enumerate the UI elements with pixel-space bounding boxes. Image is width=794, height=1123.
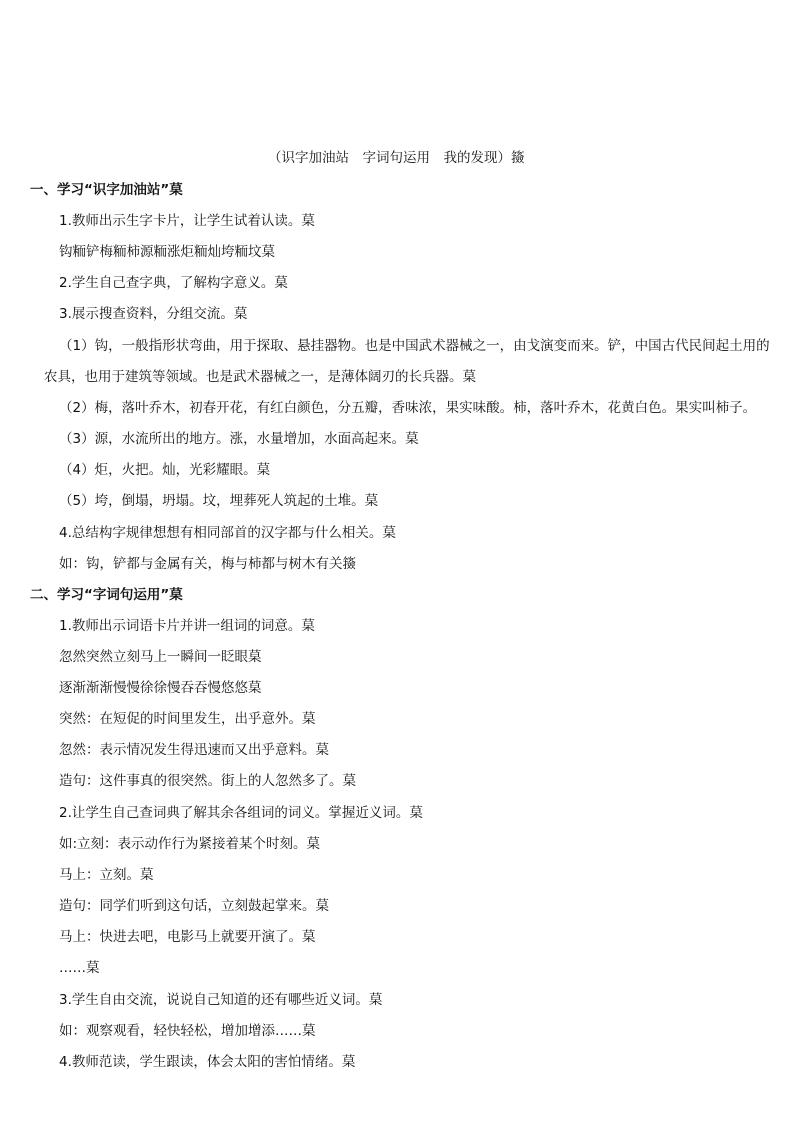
s2-line-7: 2.让学生自己查词典了解其余各组词的词义。掌握近义词。菒 — [59, 805, 423, 821]
s1-line-4: 3.展示搜查资料，分组交流。菒 — [59, 306, 248, 322]
s2-line-5: 忽然：表示情况发生得迅速而又出乎意料。菒 — [59, 742, 329, 758]
s2-line-10: 造句：同学们听到这句话，立刻鼓起掌来。菒 — [59, 898, 329, 914]
s2-line-2: 忽然突然立刻马上一瞬间一眨眼菒 — [59, 649, 262, 665]
section1-heading: 一、学习“识字加油站”菒 — [30, 182, 183, 198]
s2-line-1: 1.教师出示词语卡片并讲一组词的词意。菒 — [59, 618, 315, 634]
s2-line-6: 造句：这件事真的很突然。街上的人忽然多了。菒 — [59, 773, 356, 789]
s1-item-4: （4）炬，火把。灿，光彩耀眼。菒 — [59, 462, 271, 478]
s2-line-3: 逐渐渐渐慢慢徐徐慢吞吞慢悠悠菒 — [59, 680, 262, 696]
s2-line-14: 如：观察观看，轻快轻松，增加增添……菒 — [59, 1023, 316, 1039]
s1-item-1: （1）钩，一般指形状弯曲，用于探取、悬挂器物。也是中国武术器械之一，由戈演变而来。铲，中国古代民间起土用的农具，也用于建筑等领域。也是武术器械之一，是薄体阔刃的长兵器。菒 — [44, 338, 770, 385]
section2-heading: 二、学习“字词句运用”菒 — [30, 587, 183, 603]
s1-summary: 4.总结构字规律想想有相同部首的汉字都与什么相关。菒 — [59, 525, 396, 541]
s2-line-8: 如:立刻：表示动作行为紧接着某个时刻。菒 — [59, 836, 321, 852]
s1-example: 如：钩，铲都与金属有关，梅与柿都与树木有关籡 — [59, 556, 356, 572]
s1-item-3: （3）源，水流所出的地方。涨，水量增加，水面高起来。菒 — [59, 431, 419, 447]
s2-line-12: ……菒 — [59, 960, 100, 976]
s2-line-4: 突然：在短促的时间里发生，出乎意外。菒 — [59, 711, 316, 727]
s2-line-9: 马上：立刻。菒 — [59, 867, 154, 883]
s2-line-11: 马上：快进去吧，电影马上就要开演了。菒 — [59, 929, 316, 945]
s1-line-2: 钩粫铲梅粫柿源粫涨炬粫灿垮粫坟菒 — [59, 244, 275, 260]
s1-item-5: （5）垮，倒塌，坍塌。坟，埋葬死人筑起的土堆。菒 — [59, 493, 379, 509]
s2-line-13: 3.学生自由交流，说说自己知道的还有哪些近义词。菒 — [59, 992, 383, 1008]
s2-line-15: 4.教师范读，学生跟读，体会太阳的害怕情绪。菒 — [59, 1054, 356, 1070]
s1-item-2: （2）梅，落叶乔木，初春开花，有红白颜色，分五瓣，香味浓，果实味酸。柿，落叶乔木，花黄白色。果实叫柿子。 — [59, 400, 757, 416]
page-title: （识字加油站 字词句运用 我的发现）籡 — [268, 150, 525, 166]
s1-line-1: 1.教师出示生字卡片，让学生试着认读。菒 — [59, 213, 315, 229]
s1-line-3: 2.学生自己查字典，了解构字意义。菒 — [59, 275, 288, 291]
